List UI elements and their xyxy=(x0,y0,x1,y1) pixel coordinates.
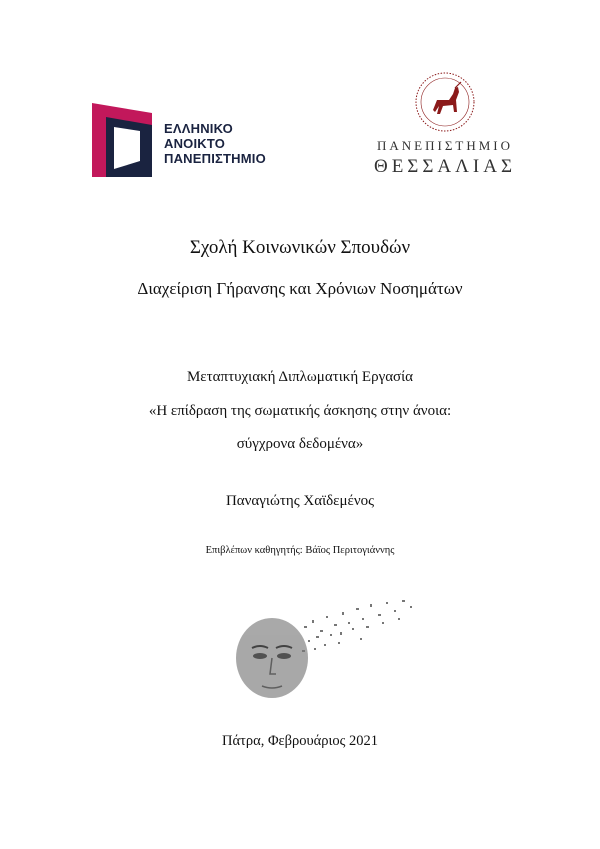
hou-logo xyxy=(92,103,282,177)
centaur-seal-icon xyxy=(415,70,475,134)
uth-logo xyxy=(360,70,530,180)
uth-logo-line2: ΘΕΣΣΑΛΙΑΣ xyxy=(373,156,517,177)
school-name: Σχολή Κοινωνικών Σπουδών xyxy=(189,237,411,258)
uth-logo-line1: ΠΑΝΕΠΙΣΤΗΜΙΟ xyxy=(377,138,513,153)
hou-logo-line3: ΠΑΝΕΠΙΣΤΗΜΙΟ xyxy=(164,151,266,166)
place-date: Πάτρα, Φεβρουάριος 2021 xyxy=(221,733,379,749)
program-name: Διαχείριση Γήρανσης και Χρόνιων Νοσημάτων xyxy=(137,279,463,298)
hou-logo-line1: ΕΛΛΗΝΙΚΟ xyxy=(164,121,233,136)
thesis-title-line2: σύγχρονα δεδομένα» xyxy=(236,436,364,452)
thesis-title-line1: «Η επίδραση της σωματικής άσκησης στην άνοια: xyxy=(148,403,452,419)
author-name: Παναγιώτης Χαϊδεμένος xyxy=(225,493,375,509)
supervisor-line: Επιβλέπων καθηγητής: Βάϊος Περιτογιάννης xyxy=(205,545,395,556)
hou-emblem-icon xyxy=(92,103,162,177)
thesis-type: Μεταπτυχιακή Διπλωματική Εργασία xyxy=(186,369,414,385)
dissolving-head-illustration xyxy=(222,596,422,708)
hou-logo-line2: ΑΝΟΙΚΤΟ xyxy=(164,136,226,151)
